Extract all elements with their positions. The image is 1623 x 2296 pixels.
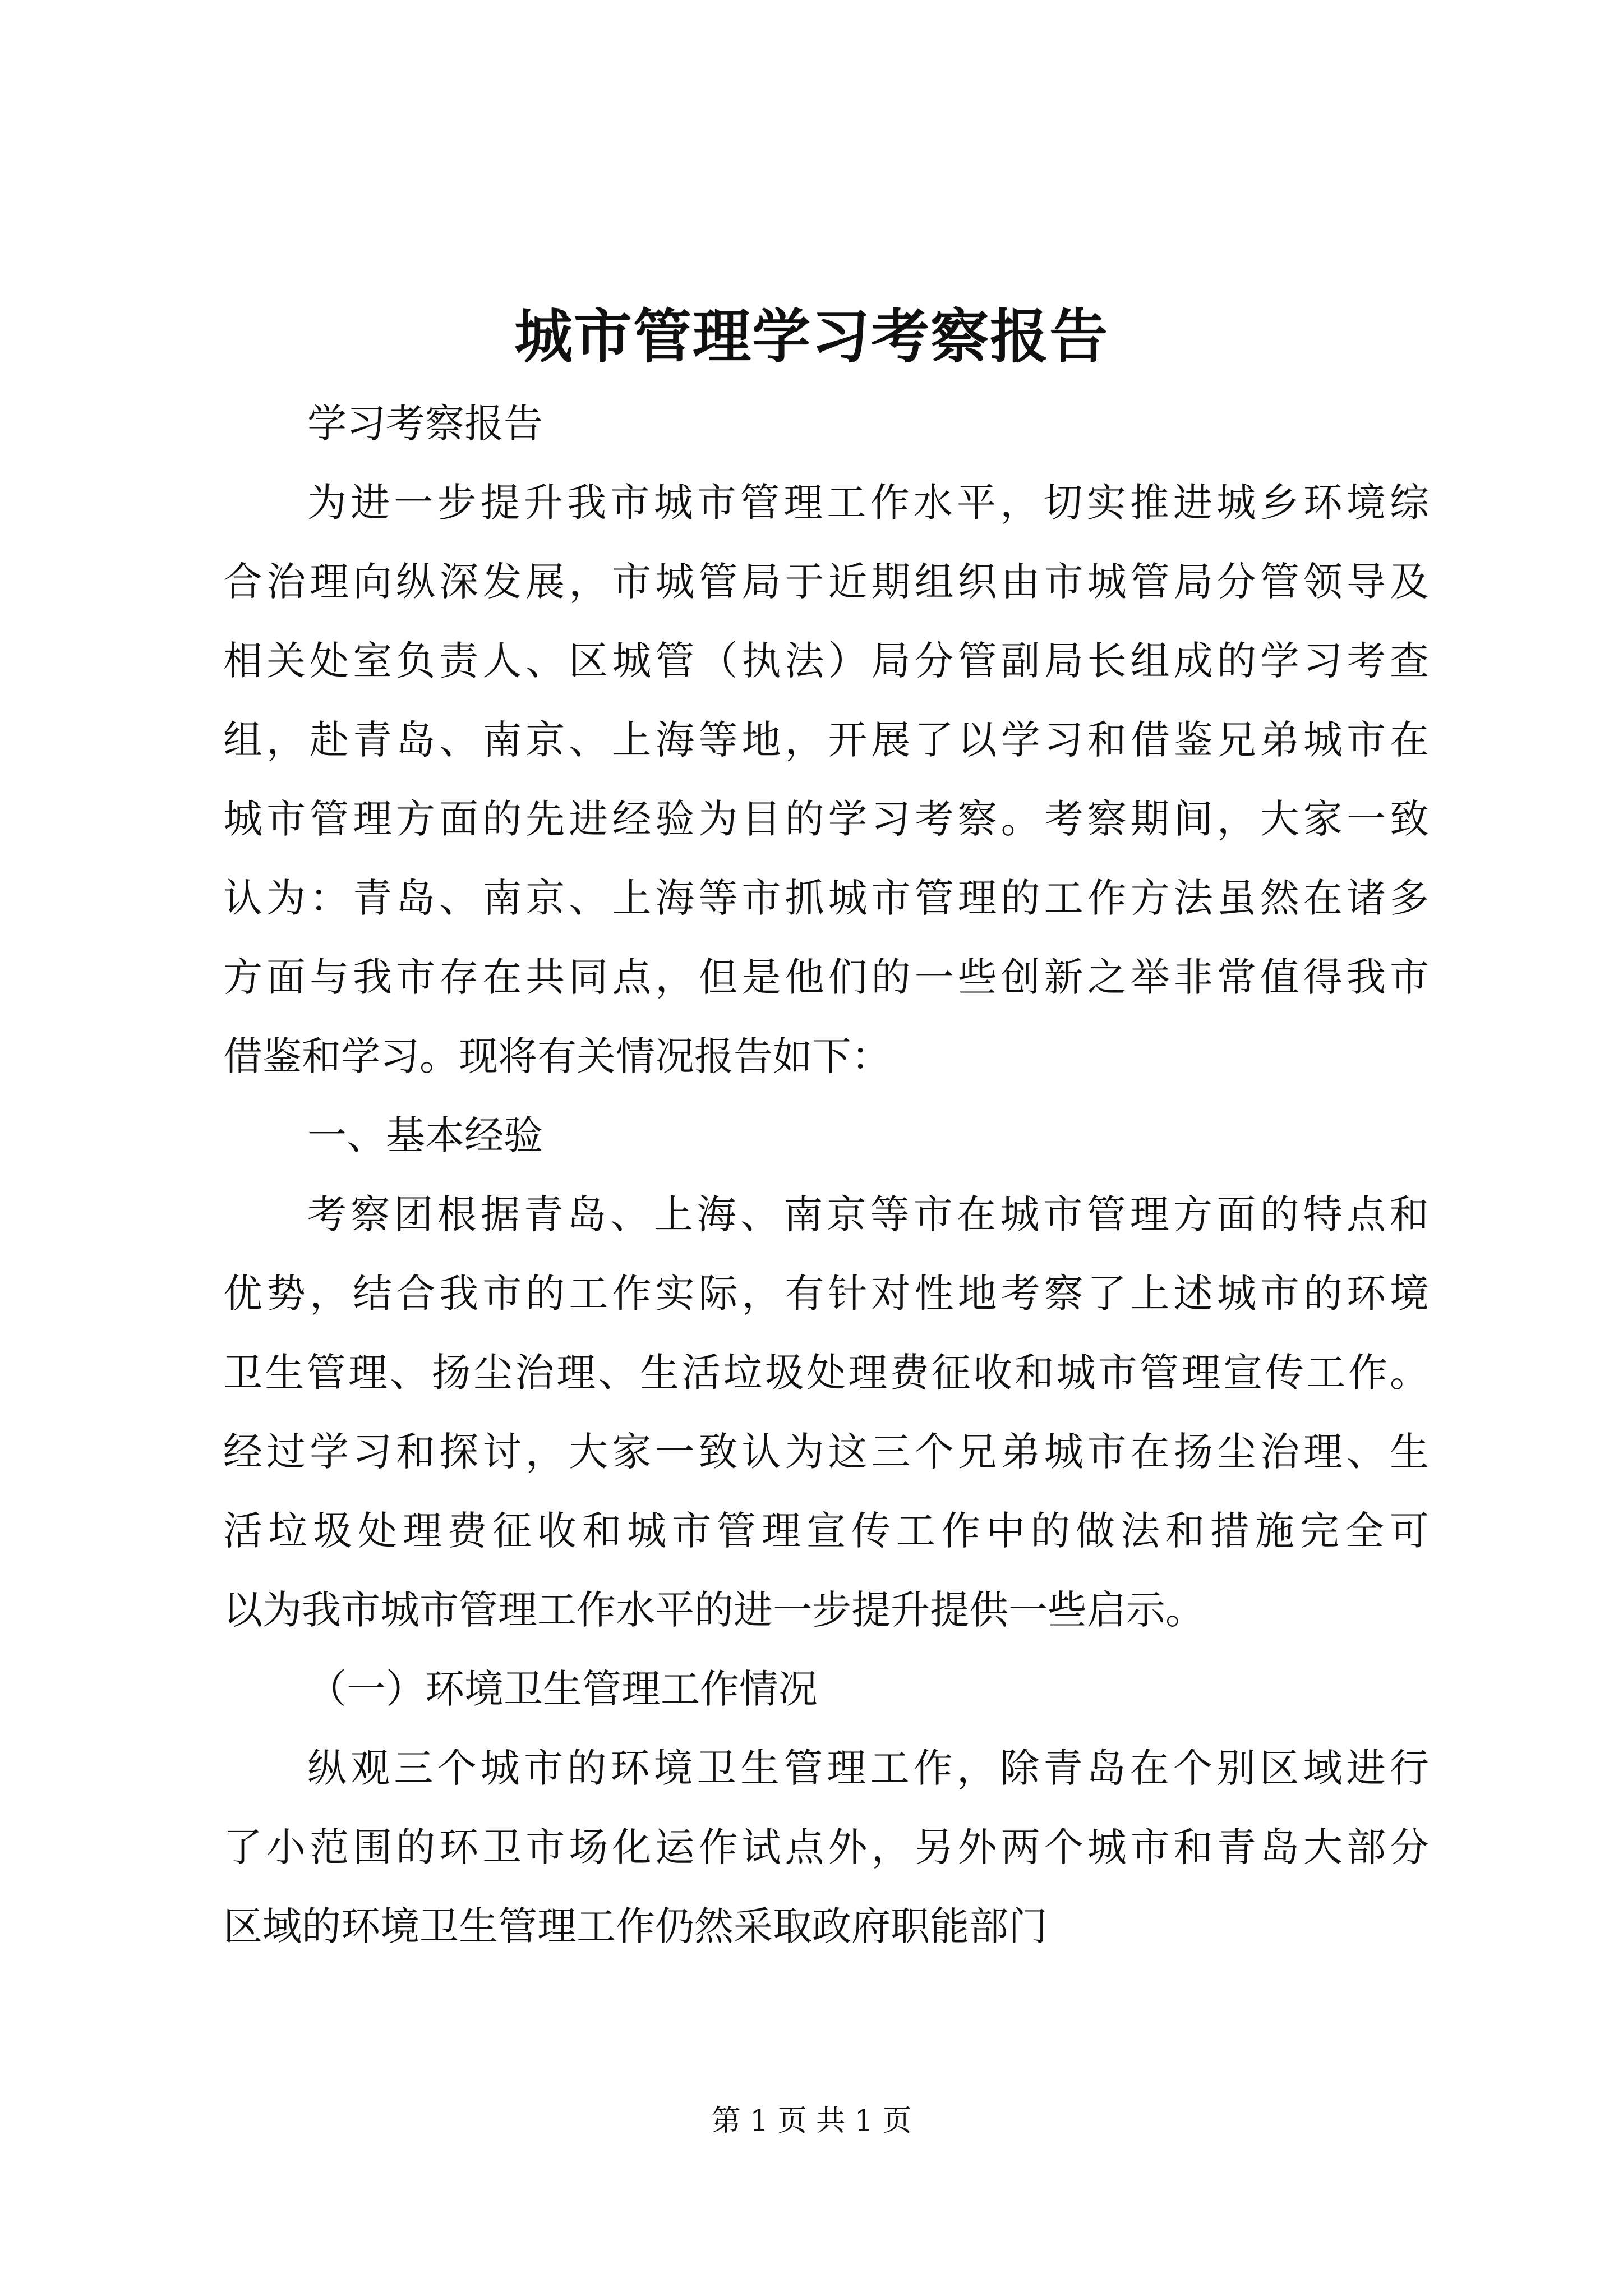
paragraph-line: 纵观三个城市的环境卫生管理工作，除青岛在个别区域进行 [307,1745,1429,1791]
paragraph-line: 认为：青岛、南京、上海等市抓城市管理的工作方法虽然在诸多 [223,875,1429,921]
paragraph-line: 了小范围的环卫市场化运作试点外，另外两个城市和青岛大部分 [223,1824,1429,1870]
document-title: 城市管理学习考察报告 [514,302,1109,371]
paragraph-line: 以为我市城市管理工作水平的进一步提升提供一些启示。 [223,1587,1205,1633]
subsection-heading: （一）环境卫生管理工作情况 [307,1666,818,1712]
paragraph-line: 合治理向纵深发展，市城管局于近期组织由市城管局分管领导及 [223,559,1429,605]
paragraph-line: 方面与我市存在共同点，但是他们的一些创新之举非常值得我市 [223,954,1429,1000]
paragraph-line: 优势，结合我市的工作实际，有针对性地考察了上述城市的环境 [223,1271,1429,1317]
paragraph-line: 借鉴和学习。现将有关情况报告如下： [223,1033,891,1079]
paragraph-line: 相关处室负责人、区城管（执法）局分管副局长组成的学习考查 [223,638,1429,684]
paragraph-line: 学习考察报告 [307,401,543,447]
paragraph-line: 活垃圾处理费征收和城市管理宣传工作中的做法和措施完全可 [223,1508,1429,1554]
page-footer: 第 1 页 共 1 页 [711,2104,912,2138]
paragraph-line: 考察团根据青岛、上海、南京等市在城市管理方面的特点和 [307,1191,1429,1237]
paragraph-line: 区域的环境卫生管理工作仍然采取政府职能部门 [223,1903,1048,1949]
paragraph-line: 组，赴青岛、南京、上海等地，开展了以学习和借鉴兄弟城市在 [223,717,1429,763]
paragraph-line: 经过学习和探讨，大家一致认为这三个兄弟城市在扬尘治理、生 [223,1429,1429,1475]
paragraph-line: 为进一步提升我市城市管理工作水平，切实推进城乡环境综 [307,480,1429,526]
section-heading: 一、基本经验 [307,1112,543,1158]
paragraph-line: 卫生管理、扬尘治理、生活垃圾处理费征收和城市管理宣传工作。 [223,1350,1429,1396]
paragraph-line: 城市管理方面的先进经验为目的学习考察。考察期间，大家一致 [223,796,1429,842]
